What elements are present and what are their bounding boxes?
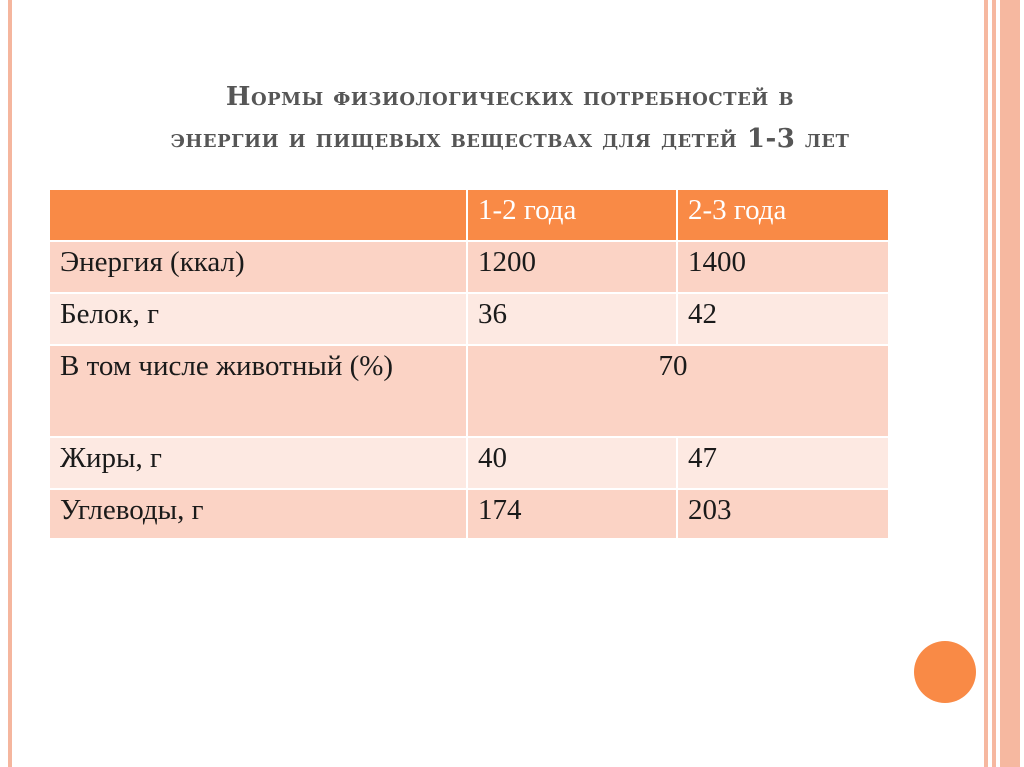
table-row xyxy=(50,490,888,540)
title-line-1: Нормы физиологических потребностей в xyxy=(225,82,795,112)
table-row xyxy=(50,438,888,490)
table-header-row xyxy=(50,190,888,242)
stripe xyxy=(984,0,988,767)
cell-value: 1400 xyxy=(678,242,888,294)
norms-table xyxy=(50,190,888,540)
stripe xyxy=(1000,0,1020,767)
cell-value: 36 xyxy=(468,294,678,346)
row-label: Углеводы, г xyxy=(50,490,468,540)
row-label: В том числе животный (%) xyxy=(50,346,468,438)
cell-value: 174 xyxy=(468,490,678,540)
header-cell-empty xyxy=(50,190,468,242)
slide-title xyxy=(60,76,960,160)
table-row xyxy=(50,294,888,346)
right-decorative-stripes xyxy=(976,0,1024,767)
stripe xyxy=(992,0,996,767)
decorative-circle xyxy=(914,641,976,703)
table-row xyxy=(50,242,888,294)
row-label: Жиры, г xyxy=(50,438,468,490)
cell-value: 203 xyxy=(678,490,888,540)
left-frame-line xyxy=(8,0,12,767)
cell-value: 1200 xyxy=(468,242,678,294)
cell-value: 47 xyxy=(678,438,888,490)
row-label: Белок, г xyxy=(50,294,468,346)
header-cell-2-3: 2-3 года xyxy=(678,190,888,242)
row-label: Энергия (ккал) xyxy=(50,242,468,294)
table-row xyxy=(50,346,888,438)
cell-value: 42 xyxy=(678,294,888,346)
cell-value: 40 xyxy=(468,438,678,490)
title-line-2: энергии и пищевых веществах для детей 1-3 лет xyxy=(170,124,850,154)
cell-value-merged: 70 xyxy=(468,346,888,438)
header-cell-1-2: 1-2 года xyxy=(468,190,678,242)
